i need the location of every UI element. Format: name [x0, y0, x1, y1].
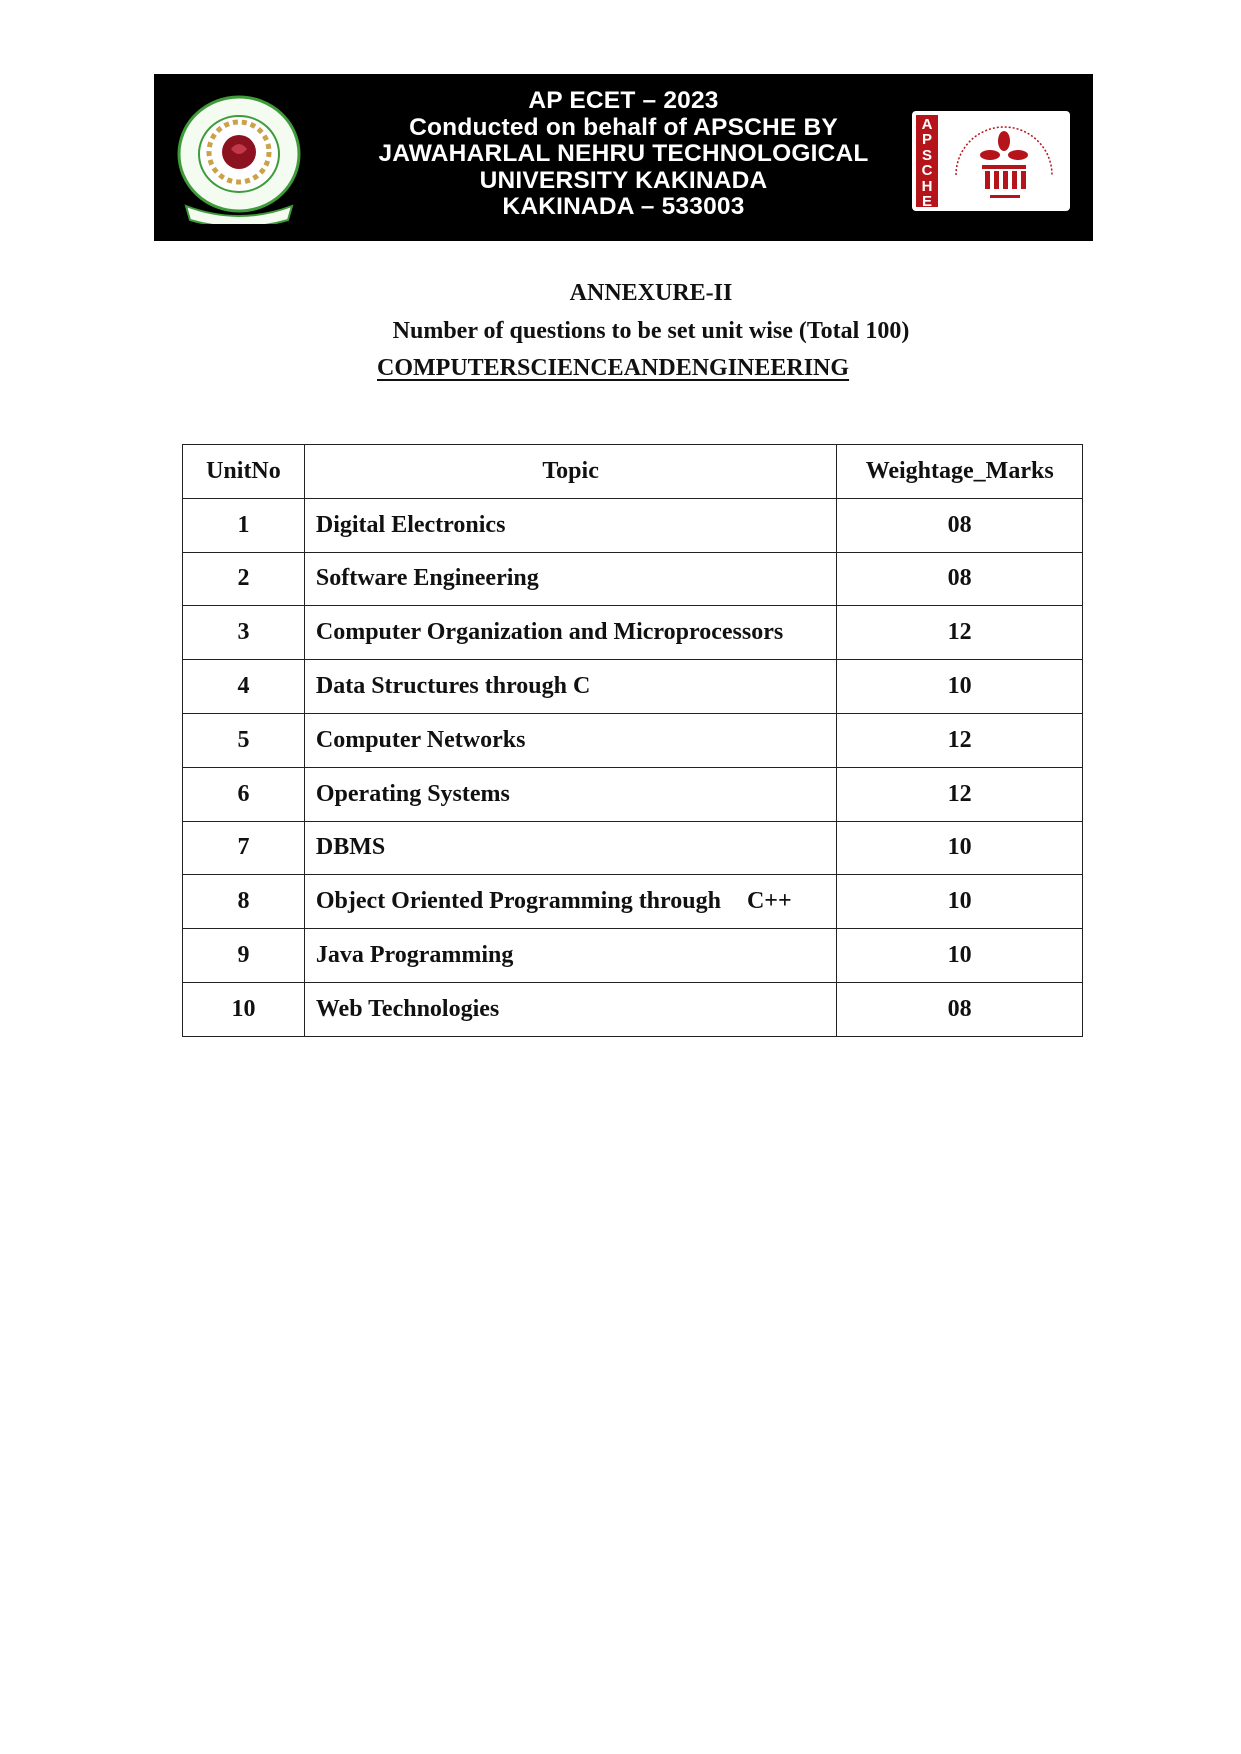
annexure-subtitle: Number of questions to be set unit wise (Total 100)	[392, 318, 910, 344]
topic-cell: Data Structures through C	[304, 660, 836, 714]
table-row	[183, 498, 1083, 552]
topic-suffix: C++	[746, 888, 792, 915]
unit-no-cell: 4	[183, 660, 305, 714]
topic-cell: Operating Systems	[304, 767, 836, 821]
table-row	[183, 713, 1083, 767]
unit-no-cell: 3	[183, 606, 305, 660]
topic-cell: Software Engineering	[304, 552, 836, 606]
branch-title: COMPUTERSCIENCEANDENGINEERING	[377, 355, 850, 381]
marks-cell: 12	[837, 767, 1083, 821]
marks-cell: 12	[837, 606, 1083, 660]
marks-cell: 10	[837, 821, 1083, 875]
table-row	[183, 767, 1083, 821]
unit-no-cell: 7	[183, 821, 305, 875]
table-row	[183, 875, 1083, 929]
topic-cell: Web Technologies	[304, 982, 836, 1036]
marks-cell: 08	[837, 982, 1083, 1036]
unit-no-cell: 10	[183, 982, 305, 1036]
jntuk-seal-logo-icon	[176, 94, 302, 224]
header-banner	[154, 74, 1093, 241]
topic-cell: Computer Networks	[304, 713, 836, 767]
marks-cell: 10	[837, 929, 1083, 983]
table-row	[183, 606, 1083, 660]
table-header-row	[183, 445, 1083, 499]
topic-cell: Digital Electronics	[304, 498, 836, 552]
unit-no-cell: 5	[183, 713, 305, 767]
table-row	[183, 821, 1083, 875]
marks-cell: 10	[837, 875, 1083, 929]
topic-cell: Java Programming	[304, 929, 836, 983]
banner-line: JAWAHARLAL NEHRU TECHNOLOGICAL	[378, 140, 869, 167]
topic-text: Object Oriented Programming through	[315, 888, 721, 915]
annexure-title: ANNEXURE-II	[569, 280, 733, 306]
table-row	[183, 552, 1083, 606]
marks-cell: 12	[837, 713, 1083, 767]
unit-no-cell: 9	[183, 929, 305, 983]
marks-cell: 08	[837, 552, 1083, 606]
unit-no-cell: 6	[183, 767, 305, 821]
banner-line: Conducted on behalf of APSCHE BY	[409, 113, 838, 141]
topic-cell: DBMS	[304, 821, 836, 875]
table-row	[183, 982, 1083, 1036]
banner-title	[304, 88, 943, 221]
unit-no-cell: 8	[183, 875, 305, 929]
topic-cell: Computer Organization and Microprocessors	[304, 606, 836, 660]
header-topic: Topic	[304, 445, 836, 499]
marks-cell: 08	[837, 498, 1083, 552]
topic-cell	[304, 875, 836, 929]
marks-cell: 10	[837, 660, 1083, 714]
table-row	[183, 929, 1083, 983]
banner-line: UNIVERSITY KAKINADA	[479, 166, 768, 194]
header-unit-no: UnitNo	[183, 445, 305, 499]
weightage-table	[182, 444, 1083, 1037]
unit-no-cell: 1	[183, 498, 305, 552]
unit-no-cell: 2	[183, 552, 305, 606]
banner-line: AP ECET – 2023	[528, 87, 719, 114]
apsche-logo-icon	[912, 111, 1070, 211]
header-weightage-marks: Weightage_Marks	[837, 445, 1083, 499]
table-row	[183, 660, 1083, 714]
apsche-strip: A P S C H E	[916, 115, 938, 207]
banner-line: KAKINADA – 533003	[502, 193, 745, 220]
